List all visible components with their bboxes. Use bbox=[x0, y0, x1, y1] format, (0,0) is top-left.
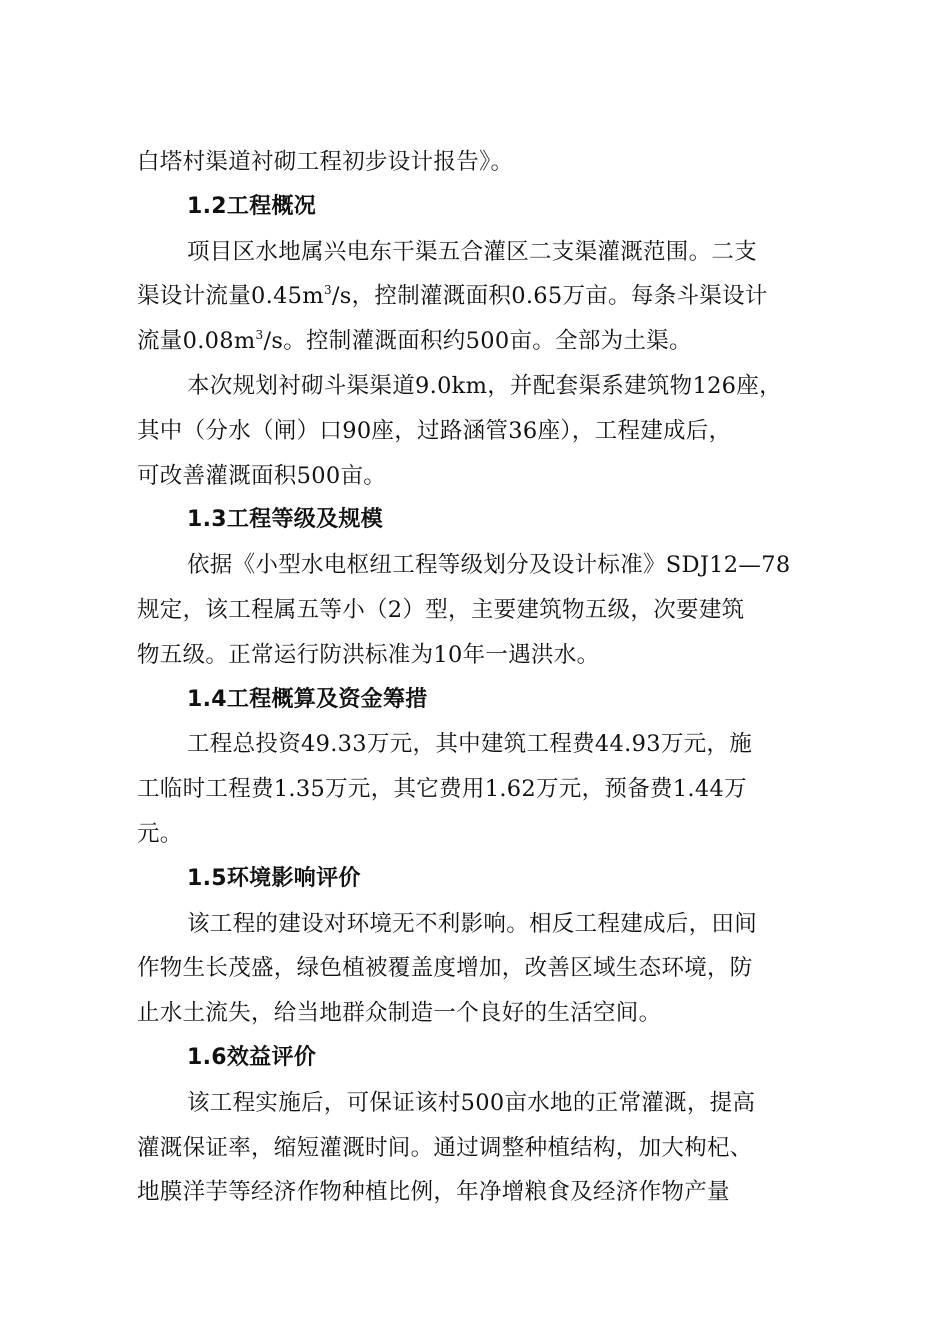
paragraph-line: 可改善灌溉面积500亩。 bbox=[137, 462, 387, 489]
superscript: 3 bbox=[323, 283, 332, 298]
superscript: 3 bbox=[255, 328, 264, 343]
paragraph-line: 作物生长茂盛，绿色植被覆盖度增加，改善区域生态环境，防 bbox=[137, 955, 753, 982]
paragraph-line: 白塔村渠道衬砌工程初步设计报告》。 bbox=[137, 149, 514, 175]
paragraph-line: 该工程实施后，可保证该村500亩水地的正常灌溉，提高 bbox=[187, 1089, 756, 1116]
paragraph-line: 其中（分水（闸）口90座，过路涵管36座），工程建成后， bbox=[137, 417, 732, 444]
paragraph-line bbox=[137, 274, 837, 319]
section-heading-1-3: 1.3工程等级及规模 bbox=[187, 507, 383, 533]
section-heading-1-4: 1.4工程概算及资金筹措 bbox=[187, 686, 428, 712]
paragraph-line: 止水土流失，给当地群众制造一个良好的生活空间。 bbox=[137, 1000, 662, 1027]
paragraph-line: 工临时工程费1.35万元，其它费用1.62万元，预备费1.44万 bbox=[137, 776, 747, 803]
section-heading-1-5: 1.5环境影响评价 bbox=[187, 865, 361, 891]
paragraph-line bbox=[137, 319, 837, 364]
text-segment: 流量0.08m bbox=[137, 328, 256, 355]
paragraph-line: 地膜洋芋等经济作物种植比例，年净增粮食及经济作物产量 bbox=[137, 1179, 730, 1206]
section-heading-1-2: 1.2工程概况 bbox=[187, 193, 317, 219]
text-segment: /s。控制灌溉面积约500亩。全部为土渠。 bbox=[263, 328, 692, 355]
text-segment: 渠设计流量0.45m bbox=[137, 283, 324, 310]
text-segment: /s，控制灌溉面积0.65万亩。每条斗渠设计 bbox=[331, 283, 768, 310]
paragraph-line: 规定，该工程属五等小（2）型，主要建筑物五级，次要建筑 bbox=[137, 596, 745, 623]
document-body bbox=[137, 140, 837, 1215]
paragraph-line: 工程总投资49.33万元，其中建筑工程费44.93万元，施 bbox=[187, 731, 753, 758]
paragraph-line: 灌溉保证率，缩短灌溉时间。通过调整种植结构，加大枸杞、 bbox=[137, 1134, 753, 1161]
paragraph-line: 物五级。正常运行防洪标准为10年一遇洪水。 bbox=[137, 641, 600, 668]
paragraph-line: 项目区水地属兴电东干渠五合灌区二支渠灌溉范围。二支 bbox=[187, 238, 758, 265]
paragraph-line: 依据《小型水电枢纽工程等级划分及设计标准》SDJ12—78 bbox=[187, 552, 791, 579]
paragraph-line: 该工程的建设对环境无不利影响。相反工程建成后，田间 bbox=[187, 910, 758, 937]
paragraph-line: 本次规划衬砌斗渠渠道9.0km，并配套渠系建筑物126座， bbox=[187, 372, 782, 399]
section-heading-1-6: 1.6效益评价 bbox=[187, 1044, 317, 1070]
paragraph-line: 元。 bbox=[137, 820, 183, 847]
